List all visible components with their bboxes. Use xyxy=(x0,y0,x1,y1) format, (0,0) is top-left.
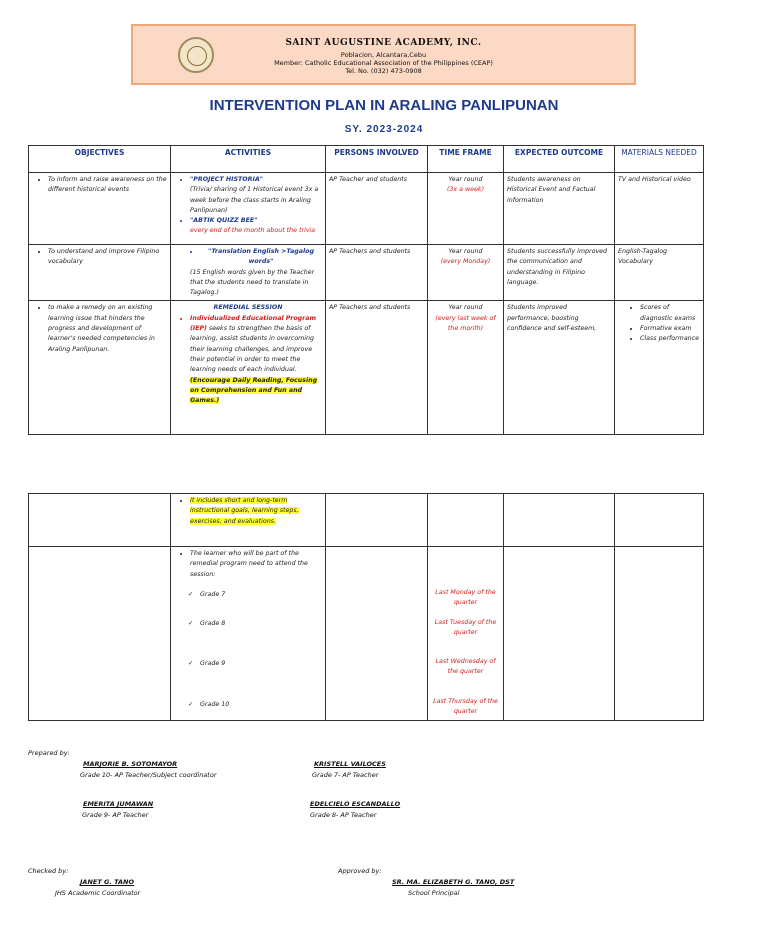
time-frame-main: Year round xyxy=(448,304,483,312)
school-name: SAINT AUGUSTINE ACADEMY, INC. xyxy=(285,38,482,48)
continuation-table xyxy=(28,493,704,721)
page-title: INTERVENTION PLAN IN ARALING PANLIPUNAN xyxy=(209,97,559,114)
materials-needed: English-Tagalog Vocabulary xyxy=(615,245,704,301)
school-membership: Member: Catholic Educational Association of the Philippines (CEAP) xyxy=(274,59,493,67)
school-tel: Tel. No. (032) 473-0908 xyxy=(345,67,422,75)
check-icon: ✓ xyxy=(188,590,194,598)
materials-item: • Formative exam xyxy=(640,324,700,334)
signatory-role: JHS Academic Coordinator xyxy=(55,889,141,897)
grade-item: ✓ Grade 7 xyxy=(174,590,322,600)
expected-outcome: Students improved performance, boosting confidence and self-esteem, xyxy=(504,301,615,435)
materials-item: • Class performance xyxy=(640,334,700,344)
signatory-role: Grade 9- AP Teacher xyxy=(82,811,149,819)
expected-outcome: Students successfully improved the communication and understanding in Filipino language. xyxy=(504,245,615,301)
activity-desc: every end of the month about the trivia xyxy=(190,227,316,235)
objective-text: • to make a remedy on an existing learning issue that hinders the progress and development of learner's needed competencies in Araling Panlipunan. xyxy=(48,303,167,354)
time-frame-detail: (every Monday) xyxy=(440,258,491,266)
school-year: SY. 2023-2024 xyxy=(344,124,424,135)
table-row xyxy=(29,547,704,721)
table-row xyxy=(29,494,704,547)
expected-outcome: Students awareness on Historical Event and Factual information xyxy=(504,173,615,245)
remedial-intro: • The learner who will be part of the remedial program need to attend the session: xyxy=(190,549,322,580)
objective-text: • To inform and raise awareness on the different historical events xyxy=(48,175,167,196)
time-frame-main: Year round xyxy=(448,176,483,183)
table-row xyxy=(29,245,704,301)
activity-note: It includes short and long-term instructional goals, learning steps, exercises, and evaluations. xyxy=(190,497,299,525)
grade-item: ✓ Grade 9 xyxy=(174,659,322,669)
persons-involved: AP Teachers and students xyxy=(326,245,428,301)
persons-involved: AP Teacher and students xyxy=(326,173,428,245)
signatory-name: KRISTELL VAILOCES xyxy=(314,760,386,768)
activity-desc: (15 English words given by the Teacher that the students need to translate in Tagalog.) xyxy=(190,268,315,297)
grade-item: ✓ Grade 10 xyxy=(174,700,322,710)
school-address: Poblacion, Alcantara,Cebu xyxy=(340,51,427,59)
activity-iep: Individualized Educational Program (IEP) xyxy=(190,314,317,333)
approved-by-label: Approved by: xyxy=(338,867,382,875)
grade-time: Last Wednesday of the quarter xyxy=(435,658,496,676)
prepared-by-label: Prepared by: xyxy=(28,749,70,757)
time-frame-main: Year round xyxy=(448,248,483,255)
col-header-objectives: OBJECTIVES xyxy=(29,146,171,173)
persons-involved: AP Teachers and students xyxy=(326,301,428,435)
signatory-role: Grade 10- AP Teacher/Subject coordinator xyxy=(80,771,217,779)
col-header-persons: PERSONS INVOLVED xyxy=(326,146,428,173)
signatory-name: EMERITA JUMAWAN xyxy=(83,800,154,808)
materials-needed: TV and Historical video xyxy=(615,173,704,245)
check-icon: ✓ xyxy=(188,700,194,708)
col-header-activities: ACTIVITIES xyxy=(171,146,326,173)
signatory-role: Grade 7- AP Teacher xyxy=(312,771,379,779)
check-icon: ✓ xyxy=(188,660,194,668)
checked-by-label: Checked by: xyxy=(28,867,69,875)
grade-time: Last Tuesday of the quarter xyxy=(434,618,497,636)
signatory-name: JANET G. TANO xyxy=(80,878,135,886)
signatory-role: Grade 8- AP Teacher xyxy=(310,811,377,819)
activity-title: "Translation English >Tagalog words" xyxy=(208,248,314,266)
activity-highlight: (Encourage Daily Reading, Focusing on Comprehension and Fun and Games.) xyxy=(190,376,318,405)
materials-item: • Scores of diagnostic exams xyxy=(640,303,700,324)
activity-desc: (Trivia/ sharing of 1 Historical event 3x a week before the class starts in Araling Panlipunan) xyxy=(190,186,319,214)
grade-item: ✓ Grade 8 xyxy=(174,619,322,629)
col-header-time-frame: TIME FRAME xyxy=(428,146,504,173)
grade-time: Last Thursday of the quarter xyxy=(433,697,498,716)
activity-title: "PROJECT HISTORIA" xyxy=(190,176,263,183)
col-header-materials: MATERIALS NEEDED xyxy=(615,146,704,173)
table-row xyxy=(29,173,704,245)
time-frame-detail: (3x a week) xyxy=(446,186,485,194)
signatory-name: MARJORIE B. SOTOMAYOR xyxy=(83,760,178,768)
activity-body: seeks to strengthen the basis of learning, assist students in overcoming their learning challenges, and improve their potential in order to meet the learning needs of each individual. xyxy=(190,325,315,374)
table-row xyxy=(29,301,704,435)
signatory-role: School Principal xyxy=(408,889,460,897)
activity-title: "ABTIK QUIZZ BEE" xyxy=(190,217,258,225)
activity-heading: REMEDIAL SESSION xyxy=(213,304,283,312)
signatory-name: EDELCIELO ESCANDALLO xyxy=(310,800,401,808)
time-frame-detail: (every last week of the month) xyxy=(435,314,496,333)
check-icon: ✓ xyxy=(188,620,194,628)
intervention-plan-table xyxy=(28,145,704,435)
objective-text: • To understand and improve Filipino vocabulary xyxy=(48,247,167,268)
grade-time: Last Monday of the quarter xyxy=(435,589,496,607)
table-header-row xyxy=(29,146,704,173)
col-header-outcome: EXPECTED OUTCOME xyxy=(504,146,615,173)
signatory-name: SR. MA. ELIZABETH G. TANO, DST xyxy=(392,878,515,886)
